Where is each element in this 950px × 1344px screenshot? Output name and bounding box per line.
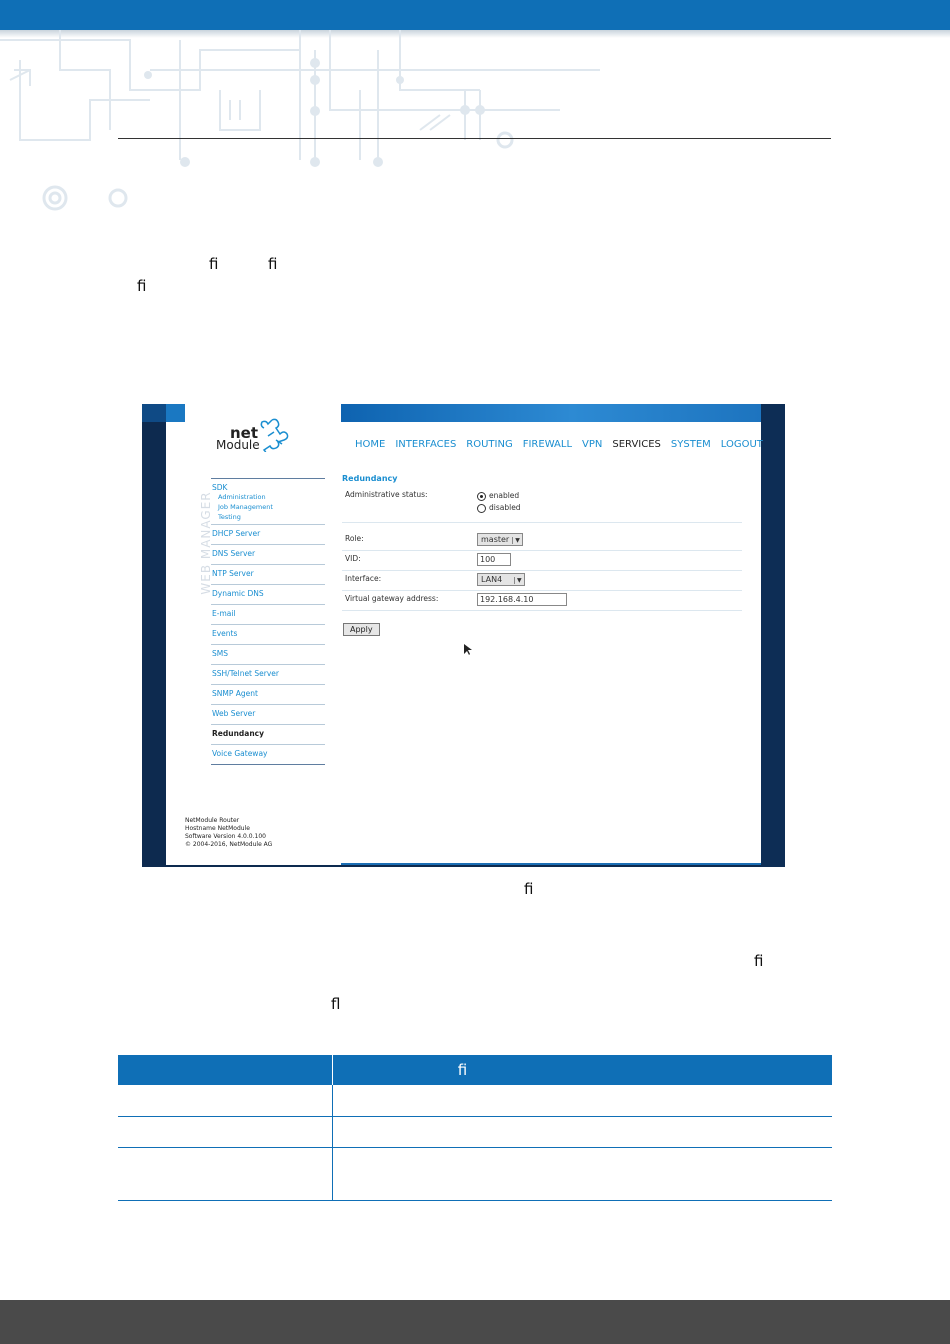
- sidebar-item-redundancy[interactable]: Redundancy: [211, 724, 325, 744]
- radio-disabled-label: disabled: [489, 503, 521, 512]
- top-banner: [0, 0, 950, 30]
- main-nav: [355, 439, 763, 450]
- sidebar-subitem-administration[interactable]: Administration: [218, 493, 266, 501]
- router-footer: [185, 817, 272, 849]
- role-value: master: [481, 535, 510, 544]
- ligature-glyph: ﬁ: [754, 952, 764, 970]
- form-title: Redundancy: [342, 474, 398, 483]
- vgw-label: Virtual gateway address:: [345, 594, 439, 603]
- table-cell: [118, 1117, 333, 1147]
- vgw-row: [342, 591, 742, 611]
- brand-strip: [166, 404, 185, 422]
- sidebar-item-snmp-agent[interactable]: SNMP Agent: [211, 684, 325, 704]
- footer-bar: [0, 1300, 950, 1344]
- apply-button[interactable]: Apply: [343, 623, 380, 636]
- logo-module-text: Module: [216, 438, 260, 452]
- admin-status-row: [342, 487, 742, 523]
- services-sidebar: [211, 478, 325, 766]
- table-cell: [118, 1148, 333, 1200]
- sidebar-item-voice-gateway[interactable]: Voice Gateway: [211, 744, 325, 764]
- interface-value: LAN4: [481, 575, 503, 584]
- table-row: [118, 1117, 832, 1148]
- vid-label: VID:: [345, 554, 361, 563]
- vgw-value: 192.168.4.10: [477, 593, 567, 606]
- header-glyph: ﬁ: [457, 1061, 468, 1079]
- footer-line: NetModule Router: [185, 817, 240, 824]
- nav-system[interactable]: SYSTEM: [670, 439, 711, 450]
- watermark-text: WEB MANAGER: [199, 491, 213, 595]
- nav-home[interactable]: HOME: [355, 439, 386, 450]
- footer-line: Software Version 4.0.0.100: [185, 833, 266, 840]
- ligature-glyph: ﬂ: [331, 995, 341, 1013]
- sidebar-subitem-testing[interactable]: Testing: [218, 513, 241, 521]
- radio-enabled-label: enabled: [489, 491, 520, 500]
- ligature-glyph: ﬁ: [137, 277, 147, 295]
- table-header: [118, 1055, 832, 1085]
- puzzle-icon: [258, 418, 290, 452]
- sidebar-item-ntp-server[interactable]: NTP Server: [211, 564, 325, 584]
- sidebar-item-events[interactable]: Events: [211, 624, 325, 644]
- role-label: Role:: [345, 534, 364, 543]
- nav-interfaces[interactable]: INTERFACES: [395, 439, 457, 450]
- interface-select[interactable]: [477, 573, 525, 586]
- vid-input[interactable]: [477, 553, 511, 566]
- table-cell: [333, 1148, 832, 1200]
- table-cell: [333, 1117, 832, 1147]
- nav-logout[interactable]: LOGOUT: [720, 439, 763, 450]
- interface-label: Interface:: [345, 574, 382, 583]
- nav-vpn[interactable]: VPN: [582, 439, 603, 450]
- sidebar-item-ssh-telnet[interactable]: SSH/Telnet Server: [211, 664, 325, 684]
- ligature-glyph: ﬁ: [209, 255, 219, 273]
- admin-status-label: Administrative status:: [345, 490, 428, 499]
- radio-disabled[interactable]: [477, 503, 521, 513]
- nav-services[interactable]: SERVICES: [612, 439, 661, 450]
- vid-value: 100: [477, 553, 511, 566]
- vgw-input[interactable]: [477, 593, 567, 606]
- router-screenshot: [142, 404, 785, 867]
- interface-row: [342, 571, 742, 591]
- ligature-glyph: ﬁ: [268, 255, 278, 273]
- dropdown-arrow-icon: ▼: [512, 537, 520, 544]
- sidebar-item-web-server[interactable]: Web Server: [211, 704, 325, 724]
- section-rule: [118, 138, 831, 139]
- header-banner: [341, 404, 761, 422]
- screenshot-left-strip: [142, 404, 166, 867]
- table-cell: [118, 1085, 333, 1116]
- table-cell: [333, 1085, 832, 1116]
- panel-bottom-rule: [341, 863, 761, 865]
- circuit-decoration: [0, 30, 640, 220]
- dropdown-arrow-icon: ▼: [514, 577, 522, 584]
- footer-line: Hostname NetModule: [185, 825, 250, 832]
- vid-row: [342, 551, 742, 571]
- nav-routing[interactable]: ROUTING: [466, 439, 513, 450]
- sidebar-item-label: SDK: [212, 483, 228, 492]
- sidebar-item-dhcp-server[interactable]: DHCP Server: [211, 524, 325, 544]
- sidebar-item-dns-server[interactable]: DNS Server: [211, 544, 325, 564]
- table-row: [118, 1148, 832, 1201]
- radio-enabled[interactable]: [477, 491, 519, 501]
- logo-net-text: net: [230, 424, 259, 442]
- table-row: [118, 1085, 832, 1117]
- role-select[interactable]: [477, 533, 523, 546]
- mouse-cursor-icon: [464, 644, 472, 656]
- parameter-table: [118, 1055, 832, 1201]
- sidebar-subitem-job-management[interactable]: Job Management: [218, 503, 273, 511]
- header-cell: [118, 1055, 333, 1085]
- sidebar-item-sms[interactable]: SMS: [211, 644, 325, 664]
- sidebar-end-rule: [211, 764, 325, 766]
- role-row: [342, 531, 742, 551]
- ligature-glyph: ﬁ: [524, 880, 534, 898]
- screenshot-right-strip: [761, 404, 785, 867]
- radio-off-icon: [477, 504, 486, 513]
- radio-on-icon: [477, 492, 486, 501]
- nav-firewall[interactable]: FIREWALL: [522, 439, 573, 450]
- sidebar-item-email[interactable]: E-mail: [211, 604, 325, 624]
- sidebar-item-sdk[interactable]: [211, 478, 325, 524]
- footer-line: © 2004-2016, NetModule AG: [185, 841, 273, 848]
- header-cell: [333, 1055, 832, 1085]
- sidebar-item-dynamic-dns[interactable]: Dynamic DNS: [211, 584, 325, 604]
- redundancy-form: [342, 474, 742, 643]
